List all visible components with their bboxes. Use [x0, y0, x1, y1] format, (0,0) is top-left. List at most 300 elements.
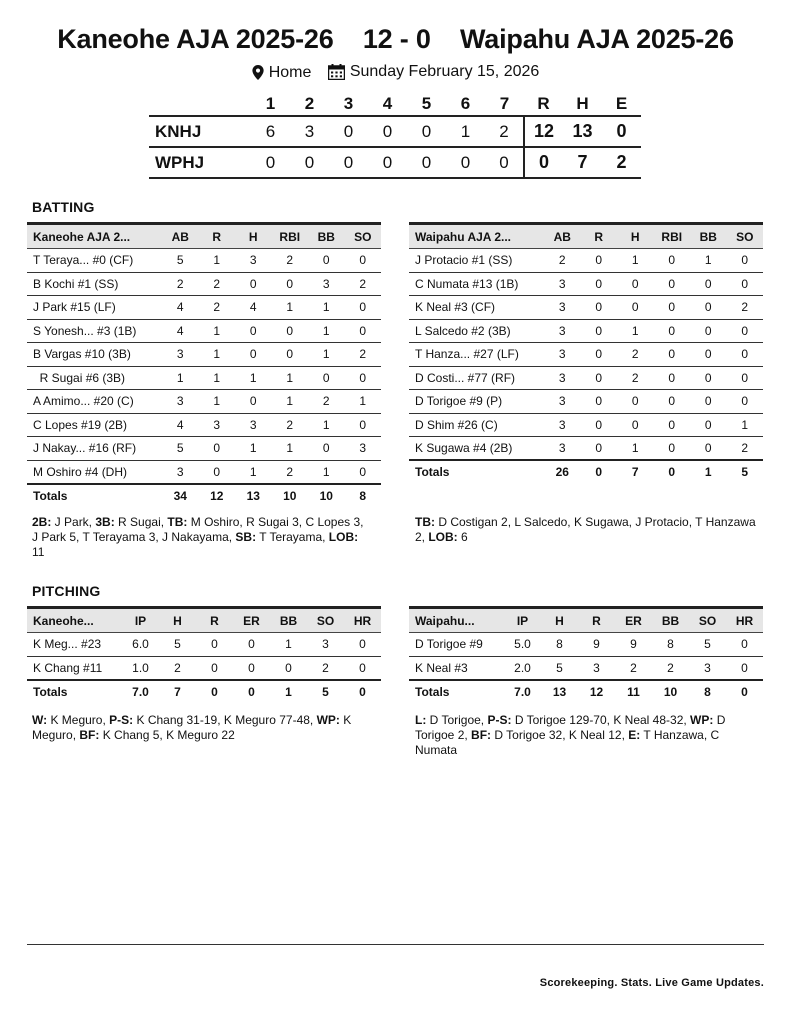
totals-cell: 7 — [159, 680, 196, 704]
stat-cell: 3 — [544, 390, 581, 414]
column-header: H — [617, 224, 654, 249]
stat-cell: 3 — [162, 390, 199, 414]
totals-label: Totals — [409, 460, 544, 484]
stat-cell: 2 — [652, 656, 689, 680]
stat-cell: 0 — [196, 633, 233, 657]
stat-cell: 1 — [617, 437, 654, 461]
stat-cell: 0 — [345, 366, 382, 390]
player-name: B Vargas #10 (3B) — [27, 343, 162, 367]
totals-cell: 0 — [654, 460, 691, 484]
stat-cell: 0 — [308, 366, 345, 390]
linescore-team: KNHJ — [149, 116, 251, 147]
column-header: H — [235, 224, 272, 249]
totals-cell: 34 — [162, 484, 199, 508]
note-text: D Torigoe 32, K Neal 12, — [491, 728, 629, 742]
note-label: WP: — [316, 713, 340, 727]
stat-cell: 4 — [162, 413, 199, 437]
stat-cell: 3 — [544, 319, 581, 343]
player-row — [27, 366, 381, 390]
totals-cell: 12 — [578, 680, 615, 704]
column-header: SO — [345, 224, 382, 249]
player-name: A Amimo... #20 (C) — [27, 390, 162, 414]
inning-score: 0 — [251, 147, 290, 178]
stat-cell: 0 — [581, 390, 618, 414]
stat-cell: 1 — [617, 249, 654, 273]
stat-cell: 1 — [235, 460, 272, 484]
player-name: T Teraya... #0 (CF) — [27, 249, 162, 273]
inning-score: 0 — [407, 116, 446, 147]
stat-cell: 2 — [615, 656, 652, 680]
totals-cell: 7.0 — [122, 680, 159, 704]
note-label: P-S: — [109, 713, 134, 727]
totals-cell: 0 — [196, 680, 233, 704]
stat-cell: 0 — [581, 296, 618, 320]
column-header: H — [541, 608, 578, 633]
totals-label: Totals — [27, 484, 162, 508]
stat-cell: 0 — [726, 656, 763, 680]
totals-row — [409, 460, 763, 484]
column-header: HR — [344, 608, 381, 633]
player-row — [409, 390, 763, 414]
note-text: T Terayama, — [256, 530, 329, 544]
stat-cell: 3 — [544, 437, 581, 461]
stat-cell: 1 — [727, 413, 764, 437]
stat-cell: 0 — [199, 460, 236, 484]
linescore-column-header: 1 — [265, 93, 276, 113]
column-header: SO — [689, 608, 726, 633]
totals-cell: 10 — [652, 680, 689, 704]
player-row — [27, 249, 381, 273]
stat-cell: 0 — [270, 656, 307, 680]
note-text: R Sugai, — [114, 515, 168, 529]
linescore-total-h: 13 — [563, 116, 602, 147]
column-header: H — [159, 608, 196, 633]
stat-cell: 8 — [541, 633, 578, 657]
stat-cell: 0 — [345, 319, 382, 343]
note-text: J Park, — [51, 515, 96, 529]
stat-cell: 3 — [544, 413, 581, 437]
stat-cell: 0 — [654, 296, 691, 320]
stat-cell: 0 — [235, 390, 272, 414]
stat-cell: 1 — [199, 343, 236, 367]
stat-cell: 2 — [727, 296, 764, 320]
stat-cell: 1 — [272, 366, 309, 390]
stat-cell: 5.0 — [504, 633, 541, 657]
player-row — [27, 437, 381, 461]
stat-cell: 0 — [345, 249, 382, 273]
note-label: TB: — [415, 515, 435, 529]
stat-cell: 3 — [235, 413, 272, 437]
stat-cell: 0 — [727, 366, 764, 390]
stat-cell: 3 — [308, 272, 345, 296]
totals-row — [27, 484, 381, 508]
linescore-row — [149, 147, 641, 178]
home-pitching-notes — [32, 713, 377, 743]
column-header: IP — [504, 608, 541, 633]
stats-header-row — [409, 224, 763, 249]
totals-cell: 7 — [617, 460, 654, 484]
column-header: R — [578, 608, 615, 633]
stat-cell: 9 — [615, 633, 652, 657]
column-header: SO — [307, 608, 344, 633]
note-label: WP: — [690, 713, 714, 727]
stat-cell: 1 — [345, 390, 382, 414]
stat-cell: 2 — [162, 272, 199, 296]
note-label: 3B: — [95, 515, 115, 529]
linescore-column-header: R — [537, 93, 550, 113]
stat-cell: 0 — [617, 272, 654, 296]
location-pin-icon — [252, 65, 264, 80]
stat-cell: 0 — [233, 633, 270, 657]
linescore-total-h: 7 — [563, 147, 602, 178]
stat-cell: 0 — [654, 272, 691, 296]
player-name: T Hanza... #27 (LF) — [409, 343, 544, 367]
stat-cell: 1 — [272, 296, 309, 320]
stat-cell: 1 — [617, 319, 654, 343]
totals-label: Totals — [409, 680, 504, 704]
note-label: LOB: — [428, 530, 458, 544]
player-name: K Sugawa #4 (2B) — [409, 437, 544, 461]
stat-cell: 0 — [345, 296, 382, 320]
stat-cell: 0 — [233, 656, 270, 680]
column-header: ER — [233, 608, 270, 633]
linescore-column-header: 6 — [460, 93, 471, 113]
inning-score: 2 — [485, 116, 524, 147]
stat-cell: 0 — [581, 413, 618, 437]
column-header: Waipahu... — [409, 608, 504, 633]
stat-cell: 3 — [307, 633, 344, 657]
column-header: BB — [308, 224, 345, 249]
stat-cell: 0 — [345, 413, 382, 437]
stat-cell: 0 — [581, 437, 618, 461]
inning-score: 0 — [485, 147, 524, 178]
stat-cell: 1 — [199, 319, 236, 343]
stat-cell: 1 — [308, 413, 345, 437]
stat-cell: 0 — [690, 296, 727, 320]
stat-cell: 3 — [689, 656, 726, 680]
stat-cell: 0 — [308, 249, 345, 273]
totals-cell: 0 — [581, 460, 618, 484]
stat-cell: 2.0 — [504, 656, 541, 680]
player-name: K Neal #3 — [409, 656, 504, 680]
stat-cell: 4 — [162, 296, 199, 320]
stat-cell: 0 — [727, 319, 764, 343]
player-name: J Protacio #1 (SS) — [409, 249, 544, 273]
stat-cell: 6.0 — [122, 633, 159, 657]
player-name: D Shim #26 (C) — [409, 413, 544, 437]
linescore-total-r: 12 — [524, 116, 563, 147]
totals-cell: 10 — [272, 484, 309, 508]
stat-cell: 0 — [272, 343, 309, 367]
stat-cell: 0 — [235, 272, 272, 296]
stat-cell: 3 — [578, 656, 615, 680]
stat-cell: 2 — [307, 656, 344, 680]
stat-cell: 0 — [345, 460, 382, 484]
column-header: HR — [726, 608, 763, 633]
stat-cell: 1 — [199, 366, 236, 390]
totals-cell: 26 — [544, 460, 581, 484]
stat-cell: 3 — [345, 437, 382, 461]
location-label: Home — [268, 63, 312, 81]
totals-cell: 0 — [726, 680, 763, 704]
stat-cell: 1 — [308, 343, 345, 367]
stat-cell: 1 — [308, 296, 345, 320]
stat-cell: 0 — [581, 366, 618, 390]
stat-cell: 0 — [199, 437, 236, 461]
stat-cell: 0 — [581, 319, 618, 343]
stat-cell: 0 — [617, 413, 654, 437]
column-header: RBI — [654, 224, 691, 249]
player-row — [409, 633, 763, 657]
linescore-column-header: 7 — [499, 93, 510, 113]
column-header: R — [196, 608, 233, 633]
player-row — [409, 296, 763, 320]
stat-cell: 5 — [162, 437, 199, 461]
stat-cell: 1 — [162, 366, 199, 390]
totals-cell: 0 — [233, 680, 270, 704]
stat-cell: 2 — [272, 249, 309, 273]
stat-cell: 0 — [727, 249, 764, 273]
note-text: 6 — [457, 530, 468, 544]
player-row — [27, 272, 381, 296]
inning-score: 6 — [251, 116, 290, 147]
stat-cell: 2 — [544, 249, 581, 273]
batting-section-title: BATTING — [32, 199, 95, 215]
player-name: K Neal #3 (CF) — [409, 296, 544, 320]
player-row — [27, 343, 381, 367]
column-header: IP — [122, 608, 159, 633]
note-label: W: — [32, 713, 48, 727]
note-label: SB: — [235, 530, 257, 544]
stat-cell: 1 — [199, 390, 236, 414]
note-text: K Chang 5, K Meguro 22 — [99, 728, 235, 742]
linescore-column-header: 4 — [382, 93, 393, 113]
stat-cell: 0 — [272, 319, 309, 343]
stat-cell: 2 — [272, 460, 309, 484]
stat-cell: 0 — [654, 390, 691, 414]
player-name: J Nakay... #16 (RF) — [27, 437, 162, 461]
player-name: K Meg... #23 — [27, 633, 122, 657]
player-row — [409, 656, 763, 680]
player-row — [409, 413, 763, 437]
inning-score: 1 — [446, 116, 485, 147]
totals-cell: 13 — [541, 680, 578, 704]
stat-cell: 1 — [308, 460, 345, 484]
footer-tagline: Scorekeeping. Stats. Live Game Updates. — [539, 977, 764, 989]
stat-cell: 3 — [199, 413, 236, 437]
stat-cell: 0 — [727, 390, 764, 414]
column-header: BB — [690, 224, 727, 249]
stat-cell: 8 — [652, 633, 689, 657]
stat-cell: 0 — [727, 343, 764, 367]
stat-cell: 3 — [162, 460, 199, 484]
inning-score: 0 — [329, 116, 368, 147]
stat-cell: 5 — [159, 633, 196, 657]
stat-cell: 1 — [308, 319, 345, 343]
player-row — [27, 460, 381, 484]
stat-cell: 2 — [617, 343, 654, 367]
column-header: BB — [652, 608, 689, 633]
totals-cell: 8 — [689, 680, 726, 704]
stat-cell: 0 — [581, 272, 618, 296]
stat-cell: 2 — [199, 272, 236, 296]
totals-cell: 0 — [344, 680, 381, 704]
note-text: 11 — [32, 545, 45, 559]
totals-cell: 12 — [199, 484, 236, 508]
note-label: LOB: — [328, 530, 359, 544]
player-name: D Torigoe #9 (P) — [409, 390, 544, 414]
location — [252, 64, 312, 82]
stat-cell: 0 — [690, 343, 727, 367]
column-header: Kaneohe AJA 2... — [27, 224, 162, 249]
stat-cell: 2 — [727, 437, 764, 461]
away-pitching-notes — [415, 713, 760, 758]
column-header: R — [581, 224, 618, 249]
player-row — [27, 296, 381, 320]
stat-cell: 4 — [235, 296, 272, 320]
stat-cell: 1 — [235, 437, 272, 461]
stat-cell: 9 — [578, 633, 615, 657]
linescore-column-header: E — [615, 93, 628, 113]
column-header: BB — [270, 608, 307, 633]
note-label: P-S: — [487, 713, 512, 727]
player-row — [27, 413, 381, 437]
totals-cell: 1 — [270, 680, 307, 704]
stat-cell: 0 — [344, 656, 381, 680]
inning-score: 0 — [407, 147, 446, 178]
player-row — [409, 272, 763, 296]
stat-cell: 2 — [272, 413, 309, 437]
stat-cell: 0 — [617, 390, 654, 414]
away-team-name: Waipahu AJA 2025-26 — [460, 24, 734, 54]
stat-cell: 3 — [544, 296, 581, 320]
linescore-column-header: 2 — [304, 93, 315, 113]
player-row — [27, 319, 381, 343]
stat-cell: 2 — [345, 343, 382, 367]
player-name: M Oshiro #4 (DH) — [27, 460, 162, 484]
linescore-column-header: 5 — [421, 93, 432, 113]
linescore-row — [149, 116, 641, 147]
note-label: BF: — [471, 728, 492, 742]
stat-cell: 0 — [235, 343, 272, 367]
column-header: AB — [544, 224, 581, 249]
home-pitching-table — [27, 606, 381, 703]
stat-cell: 0 — [654, 366, 691, 390]
player-row — [409, 366, 763, 390]
totals-cell: 5 — [307, 680, 344, 704]
linescore-header-row — [149, 92, 641, 116]
note-text: T Hanzawa, C Numata — [415, 728, 720, 757]
stat-cell: 0 — [617, 296, 654, 320]
column-header: R — [199, 224, 236, 249]
stat-cell: 0 — [344, 633, 381, 657]
stat-cell: 0 — [690, 413, 727, 437]
inning-score: 0 — [446, 147, 485, 178]
stat-cell: 3 — [544, 343, 581, 367]
inning-score: 0 — [329, 147, 368, 178]
player-name: S Yonesh... #3 (1B) — [27, 319, 162, 343]
stat-cell: 0 — [654, 343, 691, 367]
away-batting-notes — [415, 515, 760, 545]
note-text: K Meguro, — [32, 713, 352, 742]
stat-cell: 5 — [689, 633, 726, 657]
totals-cell: 5 — [727, 460, 764, 484]
note-text: D Torigoe 2, — [415, 713, 726, 742]
totals-cell: 8 — [345, 484, 382, 508]
note-label: L: — [415, 713, 427, 727]
linescore-team-header — [149, 92, 251, 116]
note-label: 2B: — [32, 515, 52, 529]
totals-row — [27, 680, 381, 704]
linescore-total-r: 0 — [524, 147, 563, 178]
stat-cell: 3 — [235, 249, 272, 273]
stat-cell: 1 — [235, 366, 272, 390]
stat-cell: 1 — [272, 390, 309, 414]
home-team-name: Kaneohe AJA 2025-26 — [57, 24, 334, 54]
stat-cell: 2 — [199, 296, 236, 320]
note-label: TB: — [167, 515, 188, 529]
stat-cell: 5 — [162, 249, 199, 273]
linescore-total-e: 0 — [602, 116, 641, 147]
player-name: B Kochi #1 (SS) — [27, 272, 162, 296]
player-name: C Numata #13 (1B) — [409, 272, 544, 296]
column-header: SO — [727, 224, 764, 249]
stats-header-row — [409, 608, 763, 633]
totals-cell: 7.0 — [504, 680, 541, 704]
note-text: K Chang 31-19, K Meguro 77-48, — [133, 713, 317, 727]
stat-cell: 0 — [581, 343, 618, 367]
linescore-total-e: 2 — [602, 147, 641, 178]
inning-score: 3 — [290, 116, 329, 147]
player-row — [27, 633, 381, 657]
stat-cell: 0 — [272, 272, 309, 296]
inning-score: 0 — [368, 116, 407, 147]
stat-cell: 0 — [235, 319, 272, 343]
stat-cell: 0 — [654, 249, 691, 273]
stat-cell: 2 — [617, 366, 654, 390]
column-header: RBI — [272, 224, 309, 249]
inning-score: 0 — [368, 147, 407, 178]
player-row — [409, 437, 763, 461]
column-header: ER — [615, 608, 652, 633]
footer-divider — [27, 944, 764, 945]
note-text: D Costigan 2, L Salcedo, K Sugawa, J Protacio, T Hanzawa 2, — [415, 515, 756, 544]
player-row — [409, 343, 763, 367]
player-name: K Chang #11 — [27, 656, 122, 680]
stat-cell: 0 — [654, 413, 691, 437]
final-score: 12 - 0 — [362, 24, 431, 54]
note-text: D Torigoe, — [426, 713, 488, 727]
stat-cell: 0 — [690, 437, 727, 461]
note-label: E: — [628, 728, 641, 742]
stat-cell: 1 — [270, 633, 307, 657]
stat-cell: 5 — [541, 656, 578, 680]
player-name: L Salcedo #2 (3B) — [409, 319, 544, 343]
stat-cell: 0 — [690, 366, 727, 390]
game-title — [0, 24, 791, 55]
note-label: BF: — [79, 728, 100, 742]
stat-cell: 1 — [199, 249, 236, 273]
stat-cell: 0 — [690, 390, 727, 414]
linescore-column-header: H — [576, 93, 589, 113]
totals-label: Totals — [27, 680, 122, 704]
stat-cell: 4 — [162, 319, 199, 343]
player-name: J Park #15 (LF) — [27, 296, 162, 320]
totals-cell: 1 — [690, 460, 727, 484]
home-batting-table — [27, 222, 381, 507]
stat-cell: 2 — [308, 390, 345, 414]
column-header: Kaneohe... — [27, 608, 122, 633]
